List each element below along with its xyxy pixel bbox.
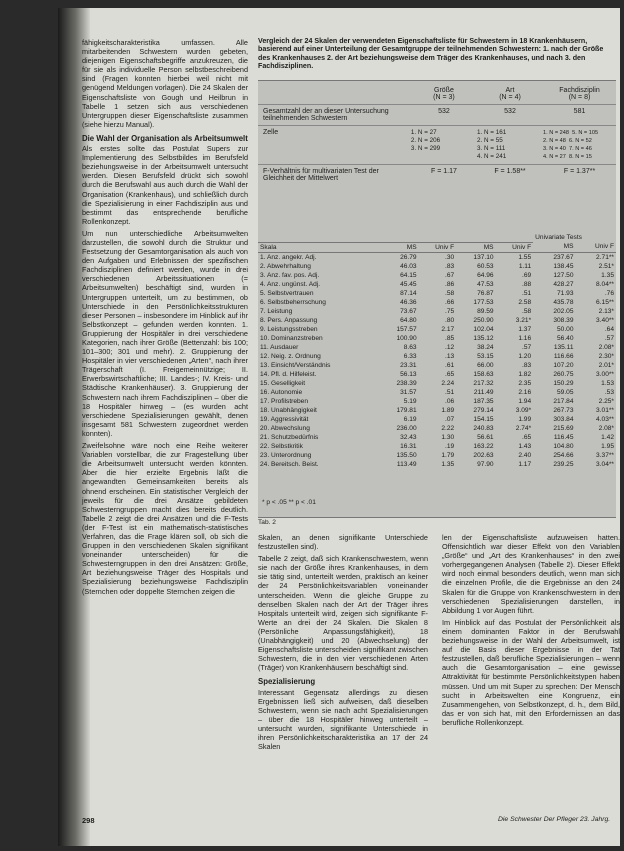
cell: 1.42 — [601, 433, 614, 441]
paragraph: Skalen, an denen signifikante Unterschiede festzustellen sind). — [258, 533, 428, 552]
paragraph: Als erstes sollte das Postulat Supers zur Implementierung des Selbstbildes im Berufsfeld beziehungsweise in der Arbeitsumwelt untersucht werden. Diesen Berufsfeld drückt sich sowohl durch die Berufswahl aus auch durch die Wahl der Organisation (Krankenhaus), und schließlich durch die Spezialisierung in einer Fachdisziplin aus und bestimmt das entsprechende berufliche Rollenkonzept. — [82, 144, 248, 226]
cell: 3.21* — [515, 316, 532, 324]
cell: 1.11 — [518, 262, 532, 270]
table-row — [258, 379, 616, 388]
cell: .61 — [445, 361, 455, 369]
cell: 435.78 — [553, 298, 574, 306]
cell: .19 — [445, 442, 455, 450]
cell: 2.40 — [518, 451, 532, 459]
cell: F = 1.37** — [563, 168, 596, 175]
cell: 163.22 — [473, 442, 494, 450]
cell: 6.33 — [403, 352, 417, 360]
column-header-row — [258, 242, 616, 252]
cell: 23.31 — [400, 361, 417, 369]
cell: 116.66 — [553, 352, 574, 360]
cell: 107.20 — [553, 361, 574, 369]
table-row — [258, 289, 616, 298]
f-ratio-row — [258, 168, 616, 182]
right-text-column — [442, 533, 620, 730]
univariate-header: Univariate Tests — [535, 234, 582, 241]
scale-name: 15. Geselligkeit — [260, 379, 306, 387]
cell: 1.30 — [441, 433, 455, 441]
scale-name: 17. Profilstreben — [260, 397, 309, 405]
cell: 3.09* — [515, 406, 532, 414]
table-row — [258, 433, 616, 442]
row-label: F-Verhältnis für multivariaten Test der Gleichheit der Mittelwert — [263, 168, 379, 182]
cell: 6.15** — [596, 298, 614, 306]
table-row — [258, 271, 616, 280]
scale-name: 1. Anz. angekr. Adj. — [260, 253, 317, 261]
cell: 1.82 — [518, 370, 532, 378]
scale-name: 18. Unabhängigkeit — [260, 406, 317, 414]
table-row — [258, 361, 616, 370]
cell: 2.51* — [598, 262, 614, 270]
cell: .06 — [445, 397, 455, 405]
column-header: Skala — [258, 242, 379, 252]
cell: 5.19 — [403, 397, 417, 405]
table-row — [258, 442, 616, 451]
table-row — [258, 316, 616, 325]
table-row — [258, 388, 616, 397]
cell: 1.95 — [601, 442, 614, 450]
column-header: Univ F — [419, 242, 457, 252]
cell: 59.05 — [556, 388, 574, 396]
cell: .76 — [604, 289, 614, 297]
table-row — [258, 397, 616, 406]
cell: .75 — [445, 307, 455, 315]
cell: 254.66 — [553, 451, 574, 459]
cell: 1.35 — [441, 460, 455, 468]
cell: 47.53 — [477, 280, 494, 288]
cell: .66 — [445, 298, 455, 306]
table-row — [258, 307, 616, 316]
column-header: Univ F — [496, 242, 534, 252]
cell: .67 — [445, 271, 455, 279]
column-header: Univ F — [576, 242, 617, 252]
cell: 138.45 — [553, 262, 574, 270]
cell: 2.30* — [598, 352, 614, 360]
cell: 1.55 — [518, 253, 532, 261]
scale-name: 16. Autonomie — [260, 388, 303, 396]
row-label: Gesamtzahl der an dieser Untersuchung teilnehmenden Schwestern — [263, 108, 389, 122]
n-value: (N = 3) — [433, 94, 455, 101]
scale-name: 5. Selbstvertrauen — [260, 289, 314, 297]
cell: .58 — [445, 289, 455, 297]
cell: 1.17 — [518, 460, 532, 468]
n-value: (N = 4) — [499, 94, 521, 101]
table-row — [258, 334, 616, 343]
paragraph: Um nun unterschiedliche Arbeitsumwelten darzustellen, die sowohl durch die Struktur und Festsetzung der Gesamtorganisation als auch von den Aufgaben und Erlebnissen der spezifischen Fachdisziplinen definiert werden, wurde in drei verschiedenen Arbeitssituationen (= Arbeitsumwelten) beschäftigt sind, wurden in Untergruppen unterteilt, um zu bestimmen, ob Unterschiede in den Persönlichkeitsstrukturen dieser Personen – insbesondere im Hinblick auf ihr Selbstkonzept – gefunden werden konnten. 1. Gruppierung der Hospitäler in drei verschiedene Kategorien, nach ihrer Größe (Bettenzahl: bis 100; 101–300; 301 und mehr). 2. Gruppierung der Hospitäler in vier verschiedenen „Arten“, nach ihrer Trägerschaft (I. Freigemeinnützige; II. Erwerbswirtschaftliche; III. Landes-; IV. Kreis- und Städtische Krankenhäuser). 3. Gruppierung der Schwestern nach ihrem Fachdisziplinen – über die 18 Hospitäler hinweg – (es wurden acht verschiedene Spezialisierungen gewählt, denen insgesamt 581 Schwestern zugeordnet werden konnten). — [82, 228, 248, 438]
cell: 66.00 — [477, 361, 494, 369]
cell: 113.49 — [396, 460, 417, 468]
cell: 56.13 — [400, 370, 417, 378]
scale-name: 20. Abwechslung — [260, 424, 310, 432]
cell: 135.12 — [473, 334, 494, 342]
cell: 2.13* — [598, 307, 614, 315]
column-header: MS — [456, 242, 495, 252]
cell: 8.63 — [403, 343, 417, 351]
cell: 46.36 — [400, 298, 417, 306]
cell: 76.87 — [477, 289, 494, 297]
cell: 3.04** — [596, 460, 614, 468]
cell: 1.43 — [518, 442, 532, 450]
group-size-label: Größe — [434, 87, 454, 94]
scale-name: 3. Anz. fav. pos. Adj. — [260, 271, 320, 279]
cell: .80 — [445, 316, 455, 324]
cell: .88 — [521, 280, 532, 288]
cell: 202.05 — [553, 307, 574, 315]
cell: 215.69 — [553, 424, 574, 432]
cell: 158.63 — [473, 370, 494, 378]
table-label: Tab. 2 — [258, 519, 276, 526]
cell: 260.75 — [553, 370, 574, 378]
group-header-row — [258, 87, 616, 94]
cell: 46.03 — [400, 262, 417, 270]
cell: 135.50 — [396, 451, 417, 459]
table-row — [258, 280, 616, 289]
row-label: Zelle — [263, 129, 279, 136]
cell: 279.14 — [473, 406, 494, 414]
cell: 45.45 — [400, 280, 417, 288]
paragraph: Interessant Gegensatz allerdings zu diesen Ergebnissen ließ sich aufweisen, daß dieselben Schwestern, wenn sie nach acht Spezialisierungen – über die 18 Hospitäler hinweg unterteilt – untersucht wurden, signifikante Unterschiede in ihren Persönlichkeitscharakteristika an 17 der 24 Skalen — [258, 687, 428, 752]
table-row — [258, 325, 616, 334]
cell: 2.01* — [598, 361, 614, 369]
cell: 53.15 — [477, 352, 494, 360]
cell: 89.59 — [477, 307, 494, 315]
cell: 240.83 — [473, 424, 494, 432]
scale-name: 12. Neig. z. Ordnung — [260, 352, 321, 360]
cell: .53 — [604, 388, 614, 396]
scale-name: 9. Leistungsstreben — [260, 325, 318, 333]
cell: .12 — [445, 343, 455, 351]
n-value: (N = 8) — [568, 94, 591, 101]
cell: 3.00** — [596, 370, 614, 378]
group-n-row — [258, 94, 616, 101]
cell: .69 — [521, 271, 532, 279]
cell: 4.03** — [596, 415, 614, 423]
cell: .65 — [445, 370, 455, 378]
paragraph: fähigkeitscharakteristika umfassen. Alle mitarbeitenden Schwestern wurden gebeten, diejenigen Eigenschaftsbegriffe anzukreuzen, die für sie als individuelle Person selbstbeschreibend sind (Fragen konnten hierbei weil nicht mit genügend Meldungen vorlagen). Die 24 Skalen der Eigenschaftsliste von Gough und Heilbrun in Tabelle 1 setzen sich aus verschiedenen Untergruppen dieser Eigenschaftsliste zusammen (siehe hierzu Manual). — [82, 38, 248, 129]
left-text-column — [82, 38, 248, 599]
cell: 179.81 — [396, 406, 417, 414]
cell: 154.15 — [473, 415, 494, 423]
scale-name: 23. Unterordnung — [260, 451, 312, 459]
paragraph: Im Hinblick auf das Postulat der Persönlichkeit als einem dominanten Faktor in der Berufswahl beziehungsweise in der Wahl der Arbeitsumwelt, ist auf die Basis dieser Ergebnisse in der Tat festzustellen, daß berufliche Spezialisierungen – wenn auch die Gesamtorganisation – eine gewisse Attraktivität für bestimmte Persönlichkeitstypen haben müssen. Und um mit Super zu sprechen: Der Mensch sucht in Arbeitswelten eine Kongruenz, ein Zusammengehen, von Selbstkonzept, d. h., dem Bild, das er von sich hat, mit den Erfordernissen an das berufliche Rollenkonzept. — [442, 617, 620, 727]
cell: 1.99 — [518, 415, 532, 423]
cell: .85 — [445, 334, 455, 342]
cell: 308.39 — [553, 316, 574, 324]
cell: 16.31 — [400, 442, 417, 450]
group-discipline-label: Fachdisziplin — [559, 87, 600, 94]
scale-name: 13. Einsicht/Verständnis — [260, 361, 331, 369]
scale-name: 7. Leistung — [260, 307, 293, 315]
cell: .58 — [521, 307, 532, 315]
section-heading: Spezialisierung — [258, 677, 316, 687]
cell: 64.80 — [400, 316, 417, 324]
univariate-table — [258, 233, 616, 469]
scale-name: 11. Ausdauer — [260, 343, 299, 351]
table-row — [258, 352, 616, 361]
cell: .51 — [521, 289, 532, 297]
cell: 1.94 — [518, 397, 532, 405]
cell: 2.71** — [596, 253, 614, 261]
table-row — [258, 451, 616, 460]
cell: 2.22 — [441, 424, 455, 432]
cell: 202.63 — [473, 451, 494, 459]
cell: 71.93 — [556, 289, 574, 297]
cell: 31.57 — [400, 388, 417, 396]
scale-name: 21. Schutzbedürfnis — [260, 433, 319, 441]
cell: .57 — [521, 343, 532, 351]
cell: 3.37** — [596, 451, 614, 459]
cell: 104.80 — [553, 442, 574, 450]
cell: 3.40** — [596, 316, 614, 324]
cell: 1.53 — [601, 379, 614, 387]
table-row — [258, 298, 616, 307]
cell: 87.14 — [400, 289, 417, 297]
cell: 1.20 — [518, 352, 532, 360]
cell: 177.53 — [473, 298, 494, 306]
cell: 428.27 — [553, 280, 574, 288]
paragraph: len der Eigenschaftsliste aufzuweisen hatten. Offensichtlich war dieser Effekt von den Variablen „Größe“ und „Art des Krankenhauses“ in den zwei vorhergegangenen Analysen (Tabelle 2). Dieser Effekt wird noch einmal besonders deutlich, wenn man sich die einzelnen Profile, die die Ergebnisse an den 24 Skalen für die Gruppe von Krankenschwestern in den verschiedenen Spezialisierungen darstellen, in Abbildung 1 vor Augen führt. — [442, 533, 620, 615]
section-heading: Die Wahl der Organisation als Arbeitsumwelt — [82, 133, 248, 143]
cell: 2.58 — [518, 298, 532, 306]
cell: 137.10 — [473, 253, 494, 261]
cell: 217.84 — [553, 397, 574, 405]
scale-name: 10. Dominanzstreben — [260, 334, 323, 342]
cell: 2.35 — [518, 379, 532, 387]
table-row — [258, 262, 616, 271]
table-row — [258, 406, 616, 415]
cell: 135.11 — [553, 343, 574, 351]
cell: .65 — [521, 433, 532, 441]
cell: 236.00 — [396, 424, 417, 432]
cell: .83 — [521, 361, 532, 369]
cell: 2.08* — [598, 343, 614, 351]
cell-row — [258, 129, 616, 161]
cell: 211.49 — [473, 388, 494, 396]
table-summary — [258, 87, 616, 182]
cell: 56.40 — [556, 334, 574, 342]
cell: 532 — [438, 108, 450, 115]
cell: 116.45 — [553, 433, 574, 441]
cell: 239.25 — [553, 460, 574, 468]
scale-name: 22. Selbstkritik — [260, 442, 303, 450]
cell: 581 — [573, 108, 586, 115]
cell: 2.16 — [518, 388, 532, 396]
cell: 1. N = 27 2. N = 206 3. N = 299 — [410, 129, 441, 152]
cell: 1.79 — [441, 451, 455, 459]
table-row — [258, 460, 616, 469]
page-number: 298 — [82, 816, 95, 825]
journal-footer: Die Schwester Der Pfleger 23. Jahrg. — [498, 816, 611, 823]
cell: 60.53 — [477, 262, 494, 270]
cell: 150.29 — [553, 379, 574, 387]
cell: 8.04** — [596, 280, 614, 288]
cell: .13 — [445, 352, 455, 360]
cell: 127.50 — [553, 271, 574, 279]
cell: F = 1.17 — [430, 168, 457, 175]
cell: 2.17 — [441, 325, 455, 333]
cell: 97.90 — [477, 460, 494, 468]
scanned-page — [58, 8, 620, 846]
table-row — [258, 424, 616, 433]
scale-name: 24. Bereitsch. Beist. — [260, 460, 319, 468]
cell: .64 — [604, 325, 614, 333]
cell: .83 — [445, 262, 455, 270]
cell: 64.96 — [477, 271, 494, 279]
table-row — [258, 370, 616, 379]
cell: 187.35 — [473, 397, 494, 405]
cell: .51 — [445, 388, 455, 396]
cell: 1. N = 248 5. N = 105 2. N = 48 6. N = 52 3. N = 40 7. N = 46 4. N = 27 8. N = 15 — [543, 130, 599, 160]
column-header: MS — [533, 242, 575, 252]
cell: 38.24 — [477, 343, 494, 351]
cell: 100.90 — [396, 334, 417, 342]
scale-name: 14. Pfl. d. Hilfeleist. — [260, 370, 317, 378]
cell: .57 — [604, 334, 614, 342]
cell: 238.39 — [396, 379, 417, 387]
table-row — [258, 252, 616, 262]
middle-text-column — [258, 533, 428, 754]
results-table — [258, 80, 616, 518]
cell: 157.57 — [396, 325, 417, 333]
scale-name: 4. Anz. ungünst. Adj. — [260, 280, 321, 288]
cell: 237.67 — [553, 253, 574, 261]
cell: 1. N = 161 2. N = 55 3. N = 111 4. N = 241 — [476, 129, 507, 160]
cell: 102.04 — [473, 325, 494, 333]
group-type-label: Art — [505, 87, 515, 94]
cell: 250.90 — [473, 316, 494, 324]
cell: 1.16 — [518, 334, 532, 342]
scale-name: 6. Selbstbeherrschung — [260, 298, 326, 306]
cell: 2.08* — [598, 424, 614, 432]
cell: 1.35 — [601, 271, 614, 279]
cell: .07 — [445, 415, 455, 423]
scale-name: 8. Pers. Anpassung — [260, 316, 318, 324]
cell: 50.00 — [556, 325, 574, 333]
cell: 1.89 — [441, 406, 455, 414]
table-caption: Vergleich der 24 Skalen der verwendeten Eigenschaftsliste für Schwestern in 18 Krankenhäusern, basierend auf einer Unterteilung der Gesamtgruppe der teilnehmenden Schwestern: 1. nach der Größe des Krankenhauses 2. der Art beziehungsweise dem Träger des Krankenhauses, und nach 3. den Fachdisziplinen. — [258, 37, 604, 71]
total-row — [258, 108, 616, 122]
cell: 3.01** — [596, 406, 614, 414]
cell: 303.84 — [553, 415, 574, 423]
cell: 1.37 — [518, 325, 532, 333]
cell: 267.73 — [553, 406, 574, 414]
cell: .30 — [445, 253, 455, 261]
scale-name: 2. Abwehrhaltung — [260, 262, 311, 270]
paragraph: Tabelle 2 zeigt, daß sich Krankenschwestern, wenn sie nach der Größe ihres Krankenhauses, in dem sie tätig sind, unterteilt werden, praktisch an keiner der 24 Persönlichkeitsvariablen voneinander unterscheiden. Wenn die gleiche Gruppe zu denselben Skalen nach der Art der Träger ihres Hospitals unterteilt wird, zeigen sich signifikante F-Werte an drei der 24 Skalen. Die Skalen 8 (Persönliche Anpassungsfähigkeit), 18 (Unabhängigkeit) und 20 (Abwechselung) der Eigenschaftsliste unterscheiden signifikant zwischen Schwestern, die in den vier verschiedenen Arten (Träger) von Krankenhäusern beschäftigt sind. — [258, 554, 428, 673]
table-footnote: * p < .05 ** p < .01 — [262, 499, 316, 506]
table-row — [258, 343, 616, 352]
cell: 32.43 — [400, 433, 417, 441]
cell: F = 1.58** — [494, 168, 526, 175]
cell: 2.24 — [441, 379, 455, 387]
cell: .86 — [445, 280, 455, 288]
cell: 64.15 — [400, 271, 417, 279]
cell: 217.32 — [473, 379, 494, 387]
cell: 6.19 — [403, 415, 417, 423]
cell: 2.25* — [598, 397, 614, 405]
cell: 56.61 — [477, 433, 494, 441]
column-header: MS — [379, 242, 418, 252]
table-row — [258, 415, 616, 424]
cell: 532 — [504, 108, 516, 115]
scale-name: 19. Aggressivität — [260, 415, 309, 423]
cell: 26.79 — [400, 253, 417, 261]
cell: 2.74* — [515, 424, 532, 432]
cell: 73.67 — [400, 307, 417, 315]
paragraph: Zweifelsohne wäre noch eine Reihe weiterer Variablen vorstellbar, die zur Fragestellung über die Arbeitsumwelt untersucht werden könnten. Aber die hier erzielte Ergebnis läßt die angewandten Gemeinsamkeiten bereits als ohnend erscheinen. Ein statistischer Vergleich der jeweils für die drei Ansätze gebildeten Schwesterngruppen macht dies bereits deutlich. Tabelle 2 zeigt die drei Ansätzen und die F-Tests (der F-Test ist ein mathematisch-statistisches Verfahren, das die Frage klären soll, ob sich die Gruppen in den verschiedenen Skalen signifikant voneinander unterscheiden) für die Schwesterngruppen in den drei Ansätzen: Größe, Art beziehungsweise Träger des Hospitals und Spezialisierung beziehungsweise Fachdisziplin (Sternchen oder doppelte Sternchen zeigen die — [82, 441, 248, 596]
